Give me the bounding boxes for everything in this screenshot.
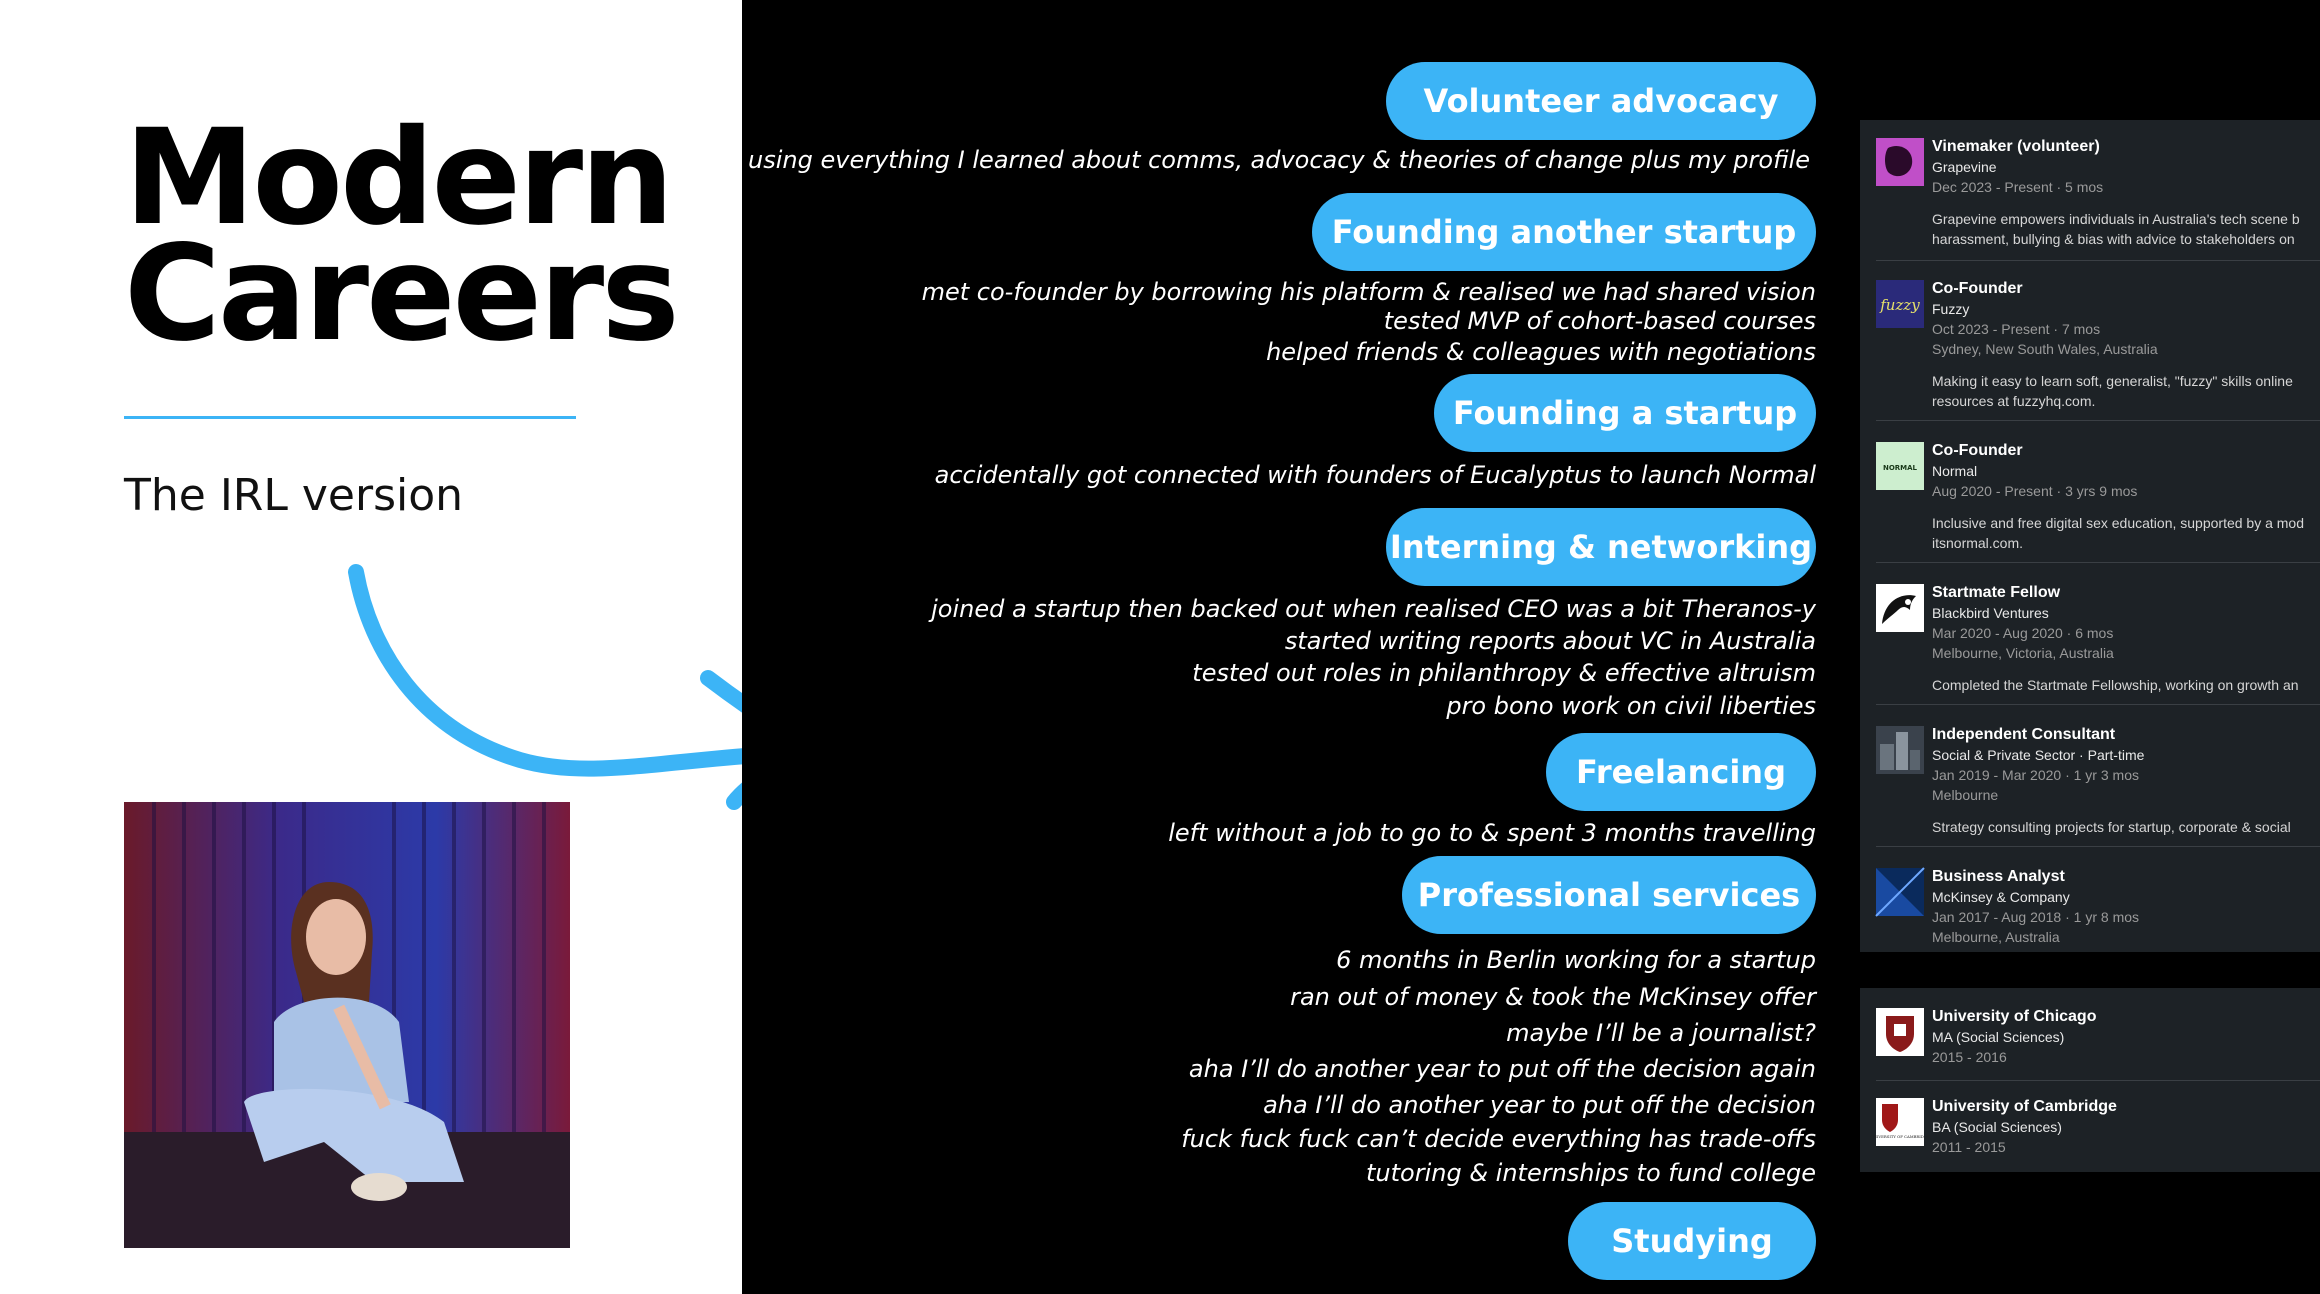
job-dates: Mar 2020 - Aug 2020 · 6 mos (1932, 625, 2114, 641)
school-years: 2011 - 2015 (1932, 1139, 2006, 1155)
job-location: Melbourne, Australia (1932, 929, 2060, 945)
job-org: Grapevine (1932, 159, 1997, 175)
uchicago-logo-icon (1876, 1008, 1924, 1056)
svg-text:NORMAL: NORMAL (1882, 464, 1918, 472)
fuzzy-logo-icon (1876, 280, 1924, 328)
stage-note: met co-founder by borrowing his platform & realised we had shared vision (921, 278, 1816, 306)
experience-entry[interactable] (1860, 270, 2320, 409)
job-desc-line: Making it easy to learn soft, generalist, "fuzzy" skills online (1932, 373, 2293, 389)
job-location: Melbourne (1932, 787, 1999, 803)
stage-pill-interning-networking[interactable]: Interning & networking (1386, 508, 1816, 586)
stage-pill-volunteer-advocacy[interactable]: Volunteer advocacy (1386, 62, 1816, 140)
job-dates: Jan 2017 - Aug 2018 · 1 yr 8 mos (1932, 909, 2140, 925)
job-org: Social & Private Sector · Part-time (1932, 747, 2145, 763)
job-title: Vinemaker (volunteer) (1932, 138, 2100, 155)
grapevine-logo-icon (1876, 138, 1924, 186)
divider (1876, 420, 2320, 421)
divider (1876, 260, 2320, 261)
divider (1876, 1080, 2320, 1081)
degree: BA (Social Sciences) (1932, 1119, 2062, 1135)
job-location: Sydney, New South Wales, Australia (1932, 341, 2158, 357)
stage-note: using everything I learned about comms, advocacy & theories of change plus my profile (748, 146, 1810, 174)
title-line-1: Modern (124, 101, 672, 255)
job-title: Independent Consultant (1932, 726, 2116, 743)
job-org: McKinsey & Company (1932, 889, 2070, 905)
experience-entry[interactable] (1860, 574, 2320, 708)
consultant-logo-icon (1876, 726, 1924, 774)
job-org: Normal (1932, 463, 1978, 479)
job-dates: Oct 2023 - Present · 7 mos (1932, 321, 2101, 337)
job-desc-line: Completed the Startmate Fellowship, working on growth an (1932, 677, 2299, 693)
stage-note: started writing reports about VC in Australia (1284, 627, 1816, 655)
degree: MA (Social Sciences) (1932, 1029, 2065, 1045)
job-dates: Aug 2020 - Present · 3 yrs 9 mos (1932, 483, 2138, 499)
school-name: University of Chicago (1932, 1008, 2097, 1025)
job-location: Melbourne, Victoria, Australia (1932, 645, 2114, 661)
job-description (1932, 209, 2320, 249)
job-desc-line: Strategy consulting projects for startup, corporate & social (1932, 819, 2291, 835)
stage-pill-founding-another-startup[interactable]: Founding another startup (1312, 193, 1816, 271)
stage-note: aha I’ll do another year to put off the decision (1263, 1091, 1816, 1119)
svg-text:fuzzy: fuzzy (1880, 296, 1920, 314)
mckinsey-logo-icon (1876, 868, 1924, 916)
stage-note: aha I’ll do another year to put off the decision again (1188, 1055, 1816, 1083)
title-line-2: Careers (124, 217, 677, 371)
job-desc-line: harassment, bullying & bias with advice to stakeholders on (1932, 231, 2295, 247)
experience-entry[interactable] (1860, 716, 2320, 850)
stage-note: tested out roles in philanthropy & effective altruism (1192, 659, 1816, 687)
job-title: Co-Founder (1932, 442, 2023, 459)
job-title: Co-Founder (1932, 280, 2023, 297)
job-org: Blackbird Ventures (1932, 605, 2049, 621)
job-desc-line: itsnormal.com. (1932, 535, 2024, 551)
divider (1876, 846, 2320, 847)
stage-note: tested MVP of cohort-based courses (1383, 307, 1816, 335)
left-panel (0, 0, 742, 1294)
job-title: Startmate Fellow (1932, 584, 2061, 601)
normal-logo-icon (1876, 442, 1924, 490)
experience-entry[interactable] (1860, 432, 2320, 562)
job-description (1932, 675, 2320, 695)
stage-pill-freelancing[interactable]: Freelancing (1546, 733, 1816, 811)
stage-pill-founding-a-startup[interactable]: Founding a startup (1434, 374, 1816, 452)
stage-note: accidentally got connected with founders of Eucalyptus to launch Normal (934, 461, 1816, 489)
job-description (1932, 513, 2320, 553)
job-title: Business Analyst (1932, 868, 2065, 885)
education-entry[interactable] (1860, 1088, 2320, 1168)
page-title (124, 101, 677, 371)
stage-note: joined a startup then backed out when realised CEO was a bit Theranos-y (931, 595, 1816, 623)
stage-note: left without a job to go to & spent 3 months travelling (1168, 819, 1816, 847)
stage-pill-professional-services[interactable]: Professional services (1402, 856, 1816, 934)
job-description (1932, 817, 2320, 837)
svg-text:UNIVERSITY OF CAMBRIDGE: UNIVERSITY OF CAMBRIDGE (1870, 1134, 1930, 1139)
divider (1876, 704, 2320, 705)
profile-photo (124, 802, 570, 1248)
job-org: Fuzzy (1932, 301, 1970, 317)
job-dates: Jan 2019 - Mar 2020 · 1 yr 3 mos (1932, 767, 2139, 783)
stage-note: fuck fuck fuck can’t decide everything has trade-offs (1181, 1125, 1816, 1153)
linkedin-education-panel (1860, 988, 2320, 1172)
stage-note: helped friends & colleagues with negotiations (1266, 338, 1816, 366)
job-desc-line: Grapevine empowers individuals in Australia's tech scene b (1932, 211, 2300, 227)
title-divider (124, 416, 576, 419)
linkedin-experience-panel (1860, 120, 2320, 952)
school-years: 2015 - 2016 (1932, 1049, 2007, 1065)
experience-entry[interactable] (1860, 128, 2320, 262)
divider (1876, 562, 2320, 563)
job-description (1932, 371, 2320, 411)
job-desc-line: Inclusive and free digital sex education, supported by a mod (1932, 515, 2305, 531)
experience-entry[interactable] (1860, 858, 2320, 954)
job-dates: Dec 2023 - Present · 5 mos (1932, 179, 2104, 195)
education-entry[interactable] (1860, 998, 2320, 1078)
stage-note: pro bono work on civil liberties (1446, 692, 1816, 720)
stage-pill-studying[interactable]: Studying (1568, 1202, 1816, 1280)
blackbird-logo-icon (1876, 584, 1924, 632)
job-desc-line: resources at fuzzyhq.com. (1932, 393, 2096, 409)
stage-note: ran out of money & took the McKinsey offer (1290, 983, 1816, 1011)
subtitle: The IRL version (124, 470, 464, 521)
stage-note: maybe I’ll be a journalist? (1506, 1019, 1816, 1047)
school-name: University of Cambridge (1932, 1098, 2117, 1115)
stage-note: tutoring & internships to fund college (1366, 1159, 1816, 1187)
cambridge-logo-icon (1870, 1098, 1930, 1146)
stage-note: 6 months in Berlin working for a startup (1336, 946, 1816, 974)
